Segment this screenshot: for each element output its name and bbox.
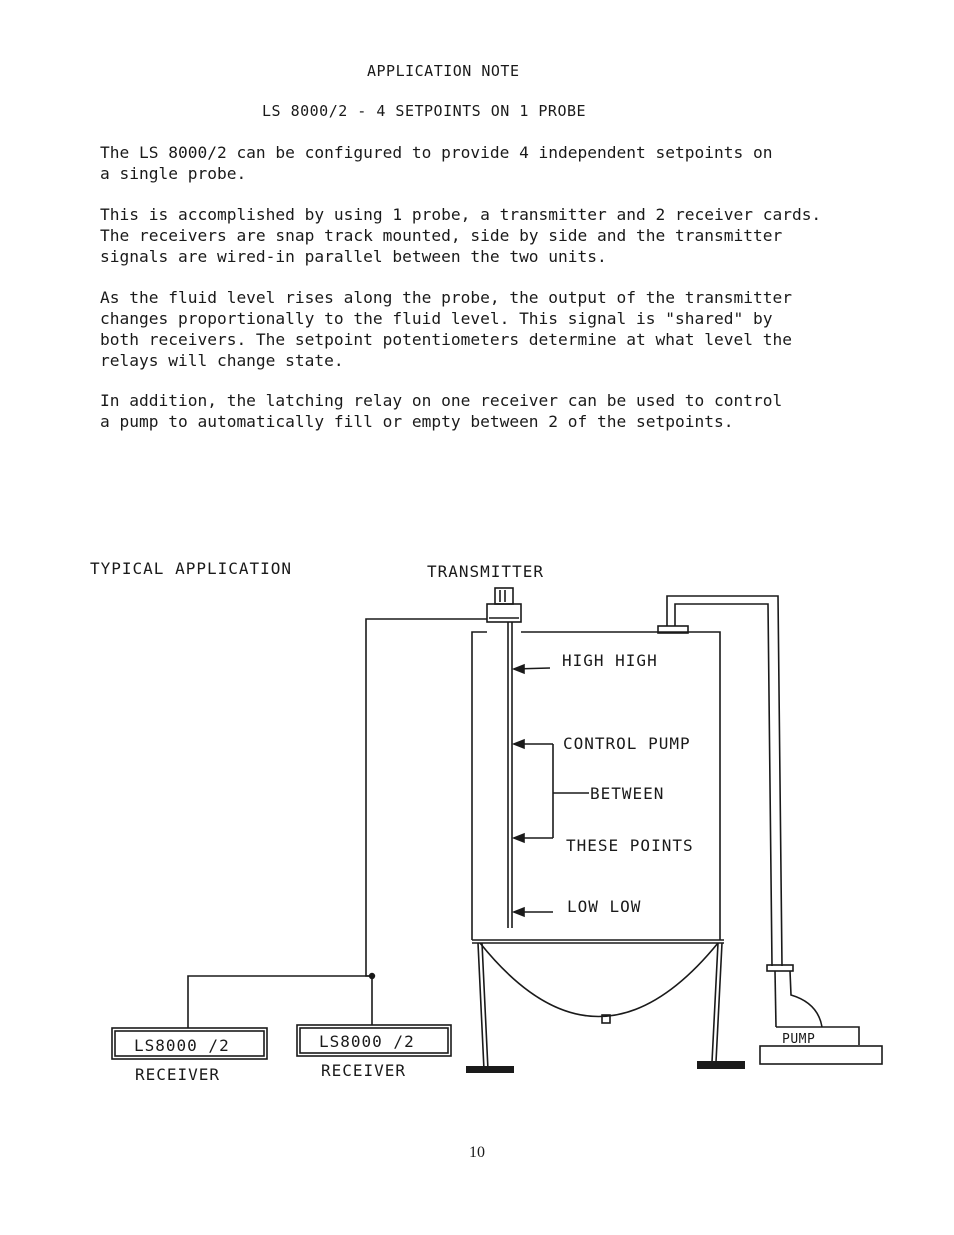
page-number: 10: [469, 1144, 485, 1161]
typical-application-label: TYPICAL APPLICATION: [90, 559, 293, 578]
paragraph-operation: As the fluid level rises along the probe, the output of the transmitter changes proportionally to the fluid level. This signal is "shared" by both receivers. The setpoint potentiometers determine at what level the relays will change state.: [100, 288, 792, 370]
tank: [472, 626, 724, 1023]
ground-plate-right: [697, 1061, 745, 1069]
pump: [760, 1027, 882, 1064]
transmitter-label: TRANSMITTER: [427, 562, 544, 581]
tank-legs: [478, 943, 722, 1070]
paragraph-setup: This is accomplished by using 1 probe, a transmitter and 2 receiver cards. The receivers are snap track mounted, side by side and the transmitter signals are wired-in parallel between the two units.: [100, 205, 822, 266]
setpoint-these-points-label: THESE POINTS: [566, 836, 694, 855]
setpoint-high-high-label: HIGH HIGH: [562, 651, 658, 670]
ground-plate-left: [466, 1066, 514, 1073]
document-title: APPLICATION NOTE: [367, 62, 520, 80]
document-subtitle: LS 8000/2 - 4 SETPOINTS ON 1 PROBE: [262, 102, 587, 120]
setpoint-low-low-label: LOW LOW: [567, 897, 642, 916]
paragraph-pump-control: In addition, the latching relay on one receiver can be used to control a pump to automatically fill or empty between 2 of the setpoints.: [100, 391, 783, 431]
receiver-1-caption: RECEIVER: [135, 1065, 221, 1084]
pump-label: PUMP: [782, 1032, 816, 1047]
paragraph-intro: The LS 8000/2 can be configured to provide 4 independent setpoints on a single probe.: [100, 143, 773, 183]
setpoint-between-label: BETWEEN: [590, 784, 665, 803]
pump-pipe: [667, 596, 822, 1027]
receiver-1-model: LS8000 /2: [134, 1036, 230, 1055]
setpoint-control-pump-label: CONTROL PUMP: [563, 734, 691, 753]
receiver-2-caption: RECEIVER: [321, 1061, 407, 1080]
transmitter: [487, 588, 521, 622]
signal-wiring: [188, 619, 487, 1028]
probe: [508, 622, 512, 928]
receiver-2-model: LS8000 /2: [319, 1032, 415, 1051]
setpoint-arrows: [514, 665, 589, 916]
